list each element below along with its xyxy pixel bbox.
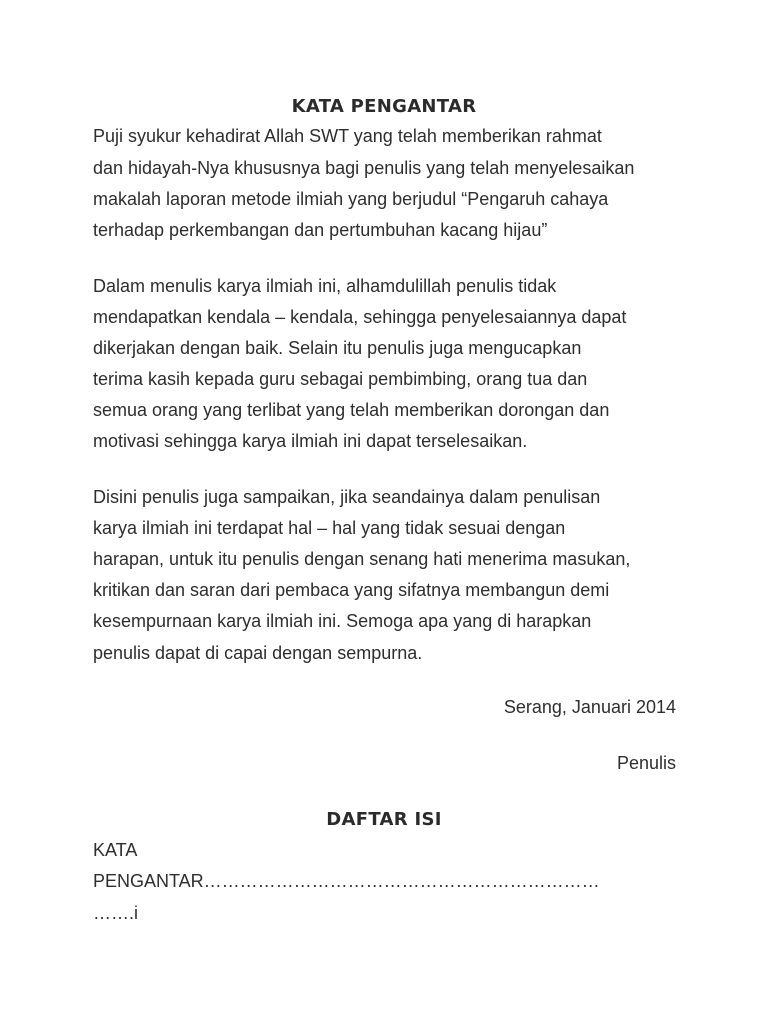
daftar-isi-title: DAFTAR ISI	[326, 809, 442, 830]
paragraph-line: harapan, untuk itu penulis dengan senang hati menerima masukan,	[93, 549, 631, 569]
paragraph-line: mendapatkan kendala – kendala, sehingga penyelesaiannya dapat	[93, 307, 627, 327]
paragraph-line: motivasi sehingga karya ilmiah ini dapat terselesaikan.	[93, 431, 528, 451]
paragraph-line: Disini penulis juga sampaikan, jika seandainya dalam penulisan	[93, 487, 601, 507]
paragraph-line: kritikan dan saran dari pembaca yang sifatnya membangun demi	[93, 580, 610, 600]
paragraph-line: dikerjakan dengan baik. Selain itu penulis juga mengucapkan	[93, 338, 582, 358]
paragraph-line: terhadap perkembangan dan pertumbuhan kacang hijau”	[93, 220, 548, 240]
paragraph-line: Dalam menulis karya ilmiah ini, alhamdulillah penulis tidak	[93, 276, 557, 296]
paragraph-line: terima kasih kepada guru sebagai pembimbing, orang tua dan	[93, 369, 588, 389]
toc-entry-line: PENGANTAR…………………………………………………………	[93, 871, 600, 891]
paragraph-line: semua orang yang terlibat yang telah memberikan dorongan dan	[93, 400, 610, 420]
paragraph-line: makalah laporan metode ilmiah yang berjudul “Pengaruh cahaya	[93, 189, 609, 209]
toc-entry-line: KATA	[93, 840, 138, 860]
paragraph-line: kesempurnaan karya ilmiah ini. Semoga apa yang di harapkan	[93, 611, 592, 631]
paragraph-line: penulis dapat di capai dengan sempurna.	[93, 643, 423, 663]
toc-entry-line: …….i	[93, 903, 138, 923]
paragraph-line: karya ilmiah ini terdapat hal – hal yang tidak sesuai dengan	[93, 518, 566, 538]
paragraph-line: Puji syukur kehadirat Allah SWT yang telah memberikan rahmat	[93, 126, 602, 146]
signature-label: Penulis	[616, 753, 676, 773]
place-date: Serang, Januari 2014	[503, 697, 676, 717]
kata-pengantar-title: KATA PENGANTAR	[291, 96, 477, 117]
paragraph-line: dan hidayah-Nya khususnya bagi penulis yang telah menyelesaikan	[93, 158, 635, 178]
